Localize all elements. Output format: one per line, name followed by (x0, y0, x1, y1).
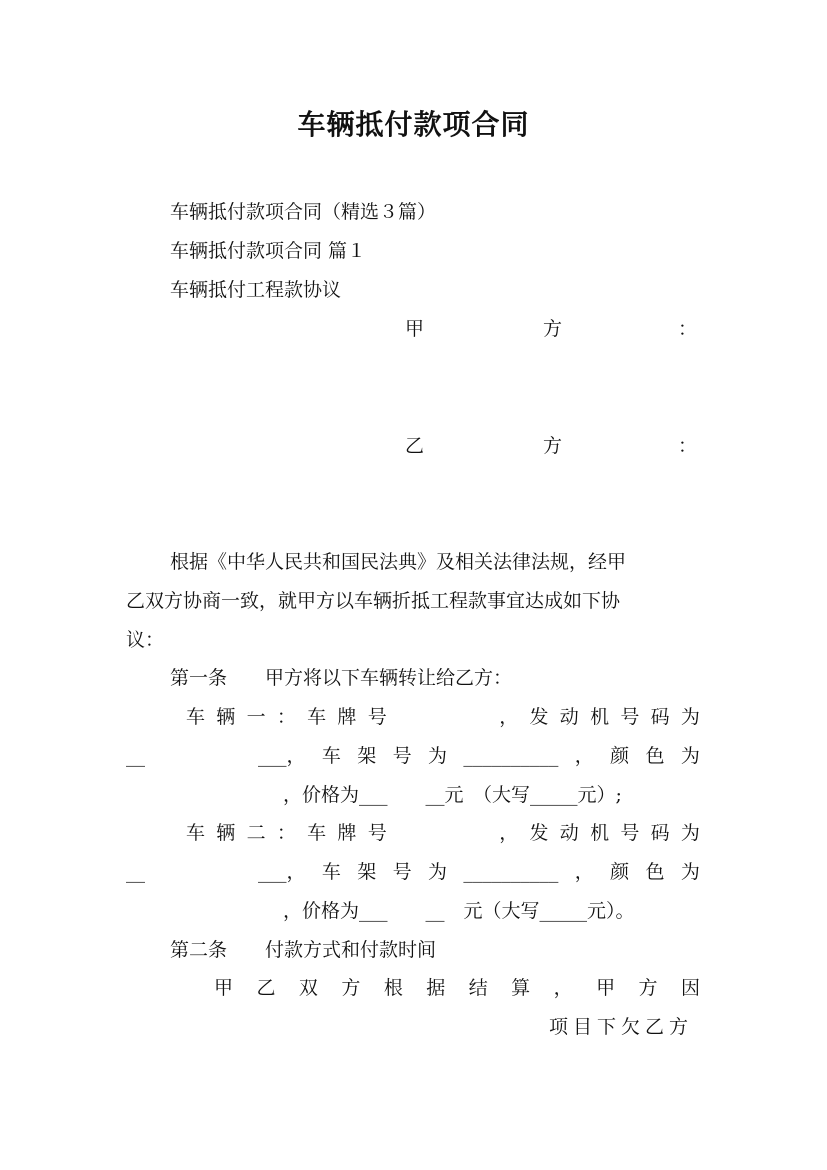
article-1-heading: 第一条 甲方将以下车辆转让给乙方： (170, 667, 513, 689)
v1-r2-p8: 颜 (610, 745, 630, 767)
a2-r1-c11: 因 (680, 977, 700, 999)
a2-r1-c10: 方 (638, 977, 658, 999)
a2-r1-c2: 双 (298, 977, 318, 999)
v2-r2-p2: 车 (321, 861, 341, 883)
a2-r1-c7: 算 (511, 977, 531, 999)
v1-r1-c13: 码 (650, 706, 670, 728)
v2-r1-c1: 辆 (216, 822, 236, 844)
v1-r1-gap (398, 704, 488, 730)
party-b-char-2: 方 (543, 435, 563, 457)
article-2-row-1 (214, 975, 700, 1001)
v2-r2-p6: __________ (463, 861, 559, 883)
v1-r1-c14: 为 (680, 706, 700, 728)
v1-r2-p3: 架 (357, 745, 377, 767)
v1-r1-c2: 一 (246, 706, 266, 728)
v1-r2-p9: 色 (645, 745, 665, 767)
v2-r2-p10: 为 (680, 861, 700, 883)
v1-r1-c0: 车 (186, 706, 206, 728)
intro-line-2: 车辆抵付款项合同 篇１ (170, 240, 367, 262)
article-2-heading: 第二条 付款方式和付款时间 (170, 939, 437, 961)
v2-r1-c6: 号 (367, 822, 387, 844)
v1-r1-c4: 车 (307, 706, 327, 728)
v2-r1-c2: 二 (246, 822, 266, 844)
preamble-line-3: 议： (126, 629, 165, 651)
v2-r1-c5: 牌 (337, 822, 357, 844)
v2-r1-c13: 码 (650, 822, 670, 844)
v2-r2-p3: 架 (357, 861, 377, 883)
document-title: 车辆抵付款项合同 (297, 108, 530, 141)
v1-r2-p6: __________ (463, 745, 559, 767)
a2-r1-c9: 甲 (596, 977, 616, 999)
v2-r2-p4: 号 (392, 861, 412, 883)
intro-line-1: 车辆抵付款项合同（精选３篇） (170, 201, 437, 223)
vehicle-2-row-3: ，价格为___ __ 元（大写_____元）。 (283, 900, 635, 922)
v2-r1-c0: 车 (186, 822, 206, 844)
vehicle-1-row-1 (186, 704, 700, 730)
a2-r1-c5: 据 (426, 977, 446, 999)
article-2-row-2: 项目下欠乙方 (549, 1016, 694, 1038)
v1-r1-c8: ， (499, 706, 519, 728)
v2-r1-c12: 号 (620, 822, 640, 844)
v2-r1-c4: 车 (307, 822, 327, 844)
v1-r1-c5: 牌 (337, 706, 357, 728)
v1-r1-c11: 机 (590, 706, 610, 728)
v2-r2-p1: ___， (258, 861, 306, 883)
preamble-line-1: 根据《中华人民共和国民法典》及相关法律法规，经甲 (170, 551, 627, 573)
vehicle-2-row-2 (258, 859, 700, 885)
party-a-char-1: 甲 (405, 318, 425, 340)
v1-r2-p10: 为 (680, 745, 700, 767)
v2-r1-c10: 动 (559, 822, 579, 844)
v2-r2-p7: ， (574, 861, 594, 883)
a2-r1-c6: 结 (468, 977, 488, 999)
a2-r1-c3: 方 (341, 977, 361, 999)
party-b-char-1: 乙 (405, 435, 425, 457)
v1-r2-p7: ， (574, 745, 594, 767)
v1-r1-c10: 动 (559, 706, 579, 728)
party-b-colon: ： (678, 435, 698, 457)
v2-r2-p5: 为 (428, 861, 448, 883)
preamble-line-2: 乙双方协商一致，就甲方以车辆折抵工程款事宜达成如下协 (126, 590, 621, 612)
party-a-char-2: 方 (543, 318, 563, 340)
v2-r2-p8: 颜 (610, 861, 630, 883)
v1-r2-p5: 为 (428, 745, 448, 767)
v1-r2-p2: 车 (321, 745, 341, 767)
v1-r1-c3: ： (276, 706, 296, 728)
v2-r2-part-0: __ (126, 861, 145, 883)
v1-r2-part-0: __ (126, 745, 145, 767)
a2-r1-c0: 甲 (214, 977, 234, 999)
v2-r1-c14: 为 (680, 822, 700, 844)
party-a-colon: ： (678, 318, 698, 340)
v2-r1-c8: ， (499, 822, 519, 844)
a2-r1-c1: 乙 (256, 977, 276, 999)
a2-r1-c4: 根 (383, 977, 403, 999)
v1-r1-c1: 辆 (216, 706, 236, 728)
vehicle-2-row-1 (186, 820, 700, 846)
v2-r1-c3: ： (276, 822, 296, 844)
v2-r2-p9: 色 (645, 861, 665, 883)
v1-r1-c12: 号 (620, 706, 640, 728)
v1-r2-p4: 号 (392, 745, 412, 767)
v1-r1-c6: 号 (367, 706, 387, 728)
v2-r1-gap (398, 820, 488, 846)
v2-r1-c11: 机 (590, 822, 610, 844)
vehicle-1-row-2 (258, 743, 700, 769)
v2-r1-c9: 发 (529, 822, 549, 844)
vehicle-1-row-3: ，价格为___ __元 （大写_____元）; (283, 784, 622, 806)
intro-line-3: 车辆抵付工程款协议 (170, 279, 342, 301)
v1-r2-p1: ___， (258, 745, 306, 767)
a2-r1-c8: ， (553, 977, 573, 999)
v1-r1-c9: 发 (529, 706, 549, 728)
